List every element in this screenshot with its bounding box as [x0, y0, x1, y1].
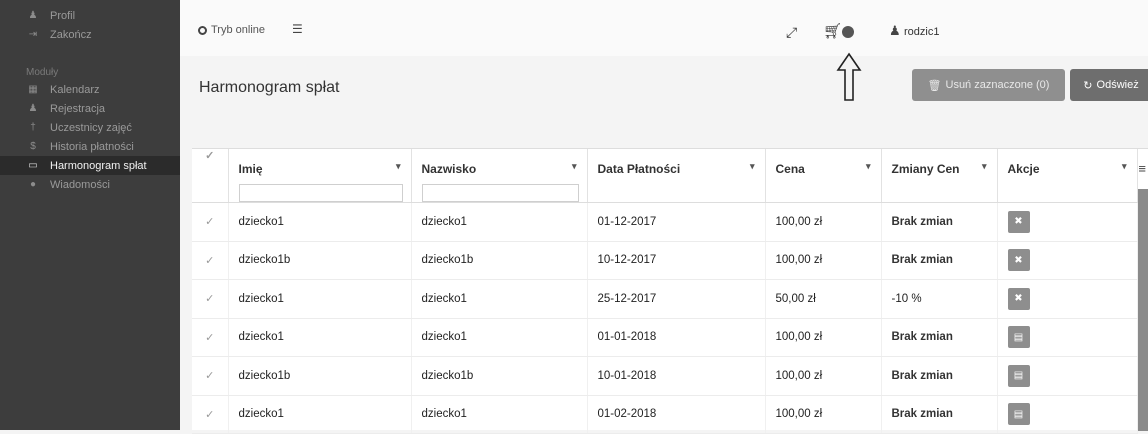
- cell-nazwisko: dziecko1: [411, 203, 587, 242]
- chevron-down-icon[interactable]: ▾: [395, 161, 401, 171]
- table-row[interactable]: [192, 203, 1137, 242]
- table-scrollbar[interactable]: [1138, 189, 1148, 431]
- cell-nazwisko: dziecko1: [411, 395, 587, 434]
- user-icon: ♟: [889, 23, 901, 38]
- logout-icon: ⇥: [28, 29, 38, 40]
- trash-icon: 🗑︎: [927, 79, 942, 92]
- column-label: Data Płatności: [597, 162, 681, 176]
- cell-imie: dziecko1: [228, 203, 411, 242]
- remove-icon[interactable]: ✖: [1008, 211, 1030, 233]
- cell-imie: dziecko1: [228, 318, 411, 357]
- cell-imie: dziecko1b: [228, 357, 411, 396]
- table-row[interactable]: [192, 318, 1137, 357]
- remove-icon[interactable]: ✖: [1008, 288, 1030, 310]
- sidebar-item-payment-history[interactable]: [0, 137, 180, 156]
- cell-akcje: [997, 318, 1137, 357]
- table-row[interactable]: [192, 280, 1137, 319]
- dollar-icon: $: [30, 141, 36, 152]
- user-icon: ♟: [28, 10, 38, 21]
- cell-data: 01-12-2017: [587, 203, 765, 242]
- cart-icon[interactable]: ▤: [1008, 403, 1030, 425]
- sidebar-item-label: Kalendarz: [50, 83, 100, 96]
- user-icon: ♟: [28, 103, 38, 114]
- online-mode-label: Tryb online: [211, 24, 266, 36]
- online-status-icon: [198, 26, 207, 35]
- row-checkbox[interactable]: ✓: [192, 280, 228, 319]
- cell-data: 10-01-2018: [587, 357, 765, 396]
- cart-icon[interactable]: 🛒︎: [823, 23, 843, 40]
- cell-cena: 100,00 zł: [765, 318, 881, 357]
- person-icon: †: [30, 122, 36, 133]
- sidebar-item-calendar[interactable]: [0, 80, 180, 99]
- cell-cena: 50,00 zł: [765, 280, 881, 319]
- cart-icon[interactable]: ▤: [1008, 326, 1030, 348]
- cell-zmiany: Brak zmian: [881, 203, 997, 242]
- cell-data: 01-01-2018: [587, 318, 765, 357]
- column-header-zmiany[interactable]: [881, 149, 997, 203]
- chevron-down-icon[interactable]: ▾: [981, 161, 987, 171]
- cell-nazwisko: dziecko1: [411, 318, 587, 357]
- table-row[interactable]: [192, 357, 1137, 396]
- cell-nazwisko: dziecko1: [411, 280, 587, 319]
- cell-akcje: [997, 395, 1137, 434]
- cell-cena: 100,00 zł: [765, 357, 881, 396]
- cell-zmiany: Brak zmian: [881, 357, 997, 396]
- calendar-icon: ▦: [28, 84, 38, 95]
- column-header-cena[interactable]: [765, 149, 881, 203]
- remove-icon[interactable]: ✖: [1008, 249, 1030, 271]
- cart-badge[interactable]: [842, 26, 854, 38]
- column-label: Akcje: [1007, 162, 1040, 176]
- cell-data: 01-02-2018: [587, 395, 765, 434]
- cell-imie: dziecko1: [228, 395, 411, 434]
- cell-zmiany: Brak zmian: [881, 241, 997, 280]
- calendar-icon: ▭: [28, 160, 38, 171]
- column-menu-icon[interactable]: ≡: [1138, 161, 1146, 176]
- column-header-nazwisko[interactable]: [411, 149, 587, 203]
- filter-input-imie[interactable]: [239, 184, 403, 202]
- refresh-label: Odśwież: [1096, 79, 1139, 91]
- select-all-checkbox[interactable]: ✓: [192, 149, 228, 203]
- refresh-button[interactable]: [1070, 69, 1148, 101]
- cell-nazwisko: dziecko1b: [411, 357, 587, 396]
- sidebar-item-logout[interactable]: [0, 25, 180, 44]
- sidebar-item-participants[interactable]: [0, 118, 180, 137]
- column-label: Imię: [238, 162, 263, 176]
- row-checkbox[interactable]: ✓: [192, 241, 228, 280]
- cell-cena: 100,00 zł: [765, 203, 881, 242]
- cell-cena: 100,00 zł: [765, 395, 881, 434]
- sidebar-item-label: Historia płatności: [50, 140, 134, 153]
- chevron-down-icon[interactable]: ▾: [749, 161, 755, 171]
- column-header-imie[interactable]: [228, 149, 411, 203]
- row-checkbox[interactable]: ✓: [192, 395, 228, 434]
- topbar: [180, 0, 1148, 56]
- sidebar-item-profile[interactable]: [0, 6, 180, 25]
- cell-imie: dziecko1: [228, 280, 411, 319]
- table-row[interactable]: [192, 395, 1137, 434]
- sidebar-item-label: Zakończ: [50, 28, 92, 41]
- cell-cena: 100,00 zł: [765, 241, 881, 280]
- user-name[interactable]: rodzic1: [904, 26, 940, 38]
- column-label: Cena: [775, 162, 805, 176]
- column-header-akcje[interactable]: [997, 149, 1137, 203]
- menu-toggle-icon[interactable]: ☰: [292, 22, 303, 36]
- cell-data: 25-12-2017: [587, 280, 765, 319]
- column-header-data[interactable]: [587, 149, 765, 203]
- sidebar-item-label: Rejestracja: [50, 102, 106, 115]
- sidebar-item-label: Profil: [50, 9, 76, 22]
- cell-akcje: [997, 357, 1137, 396]
- cell-akcje: [997, 280, 1137, 319]
- sidebar-item-registration[interactable]: [0, 99, 180, 118]
- cell-zmiany: Brak zmian: [881, 318, 997, 357]
- row-checkbox[interactable]: ✓: [192, 203, 228, 242]
- row-checkbox[interactable]: ✓: [192, 357, 228, 396]
- cell-imie: dziecko1b: [228, 241, 411, 280]
- cell-akcje: [997, 241, 1137, 280]
- sidebar-item-label: Uczestnicy zajęć: [50, 121, 132, 134]
- cart-icon[interactable]: ▤: [1008, 365, 1030, 387]
- cell-akcje: [997, 203, 1137, 242]
- payment-schedule-table: [192, 148, 1148, 430]
- cell-zmiany: Brak zmian: [881, 395, 997, 434]
- refresh-icon: ↻: [1083, 79, 1093, 92]
- column-label: Nazwisko: [421, 162, 477, 176]
- sidebar: [0, 0, 180, 430]
- chevron-down-icon[interactable]: ▾: [865, 161, 871, 171]
- remove-selected-button[interactable]: [912, 69, 1065, 101]
- chevron-down-icon[interactable]: ▾: [1121, 161, 1127, 171]
- sidebar-item-messages[interactable]: [0, 175, 180, 194]
- chevron-down-icon[interactable]: ▾: [571, 161, 577, 171]
- cell-nazwisko: dziecko1b: [411, 241, 587, 280]
- row-checkbox[interactable]: ✓: [192, 318, 228, 357]
- sidebar-item-label: Wiadomości: [50, 178, 110, 191]
- sidebar-section-heading: Moduły: [26, 67, 59, 78]
- up-arrow-annotation: [836, 52, 862, 102]
- cell-data: 10-12-2017: [587, 241, 765, 280]
- column-label: Zmiany Cen: [891, 162, 960, 176]
- fullscreen-icon[interactable]: ⤢: [786, 24, 798, 40]
- online-mode-toggle[interactable]: [198, 24, 265, 36]
- page-title: Harmonogram spłat: [199, 79, 340, 96]
- table-row[interactable]: [192, 241, 1137, 280]
- filter-input-nazwisko[interactable]: [422, 184, 579, 202]
- remove-selected-label: Usuń zaznaczone (0): [945, 79, 1050, 91]
- sidebar-item-label: Harmonogram spłat: [50, 159, 147, 172]
- messages-icon: ●: [29, 179, 37, 190]
- cell-zmiany: -10 %: [881, 280, 997, 319]
- sidebar-item-payment-schedule[interactable]: [0, 156, 180, 175]
